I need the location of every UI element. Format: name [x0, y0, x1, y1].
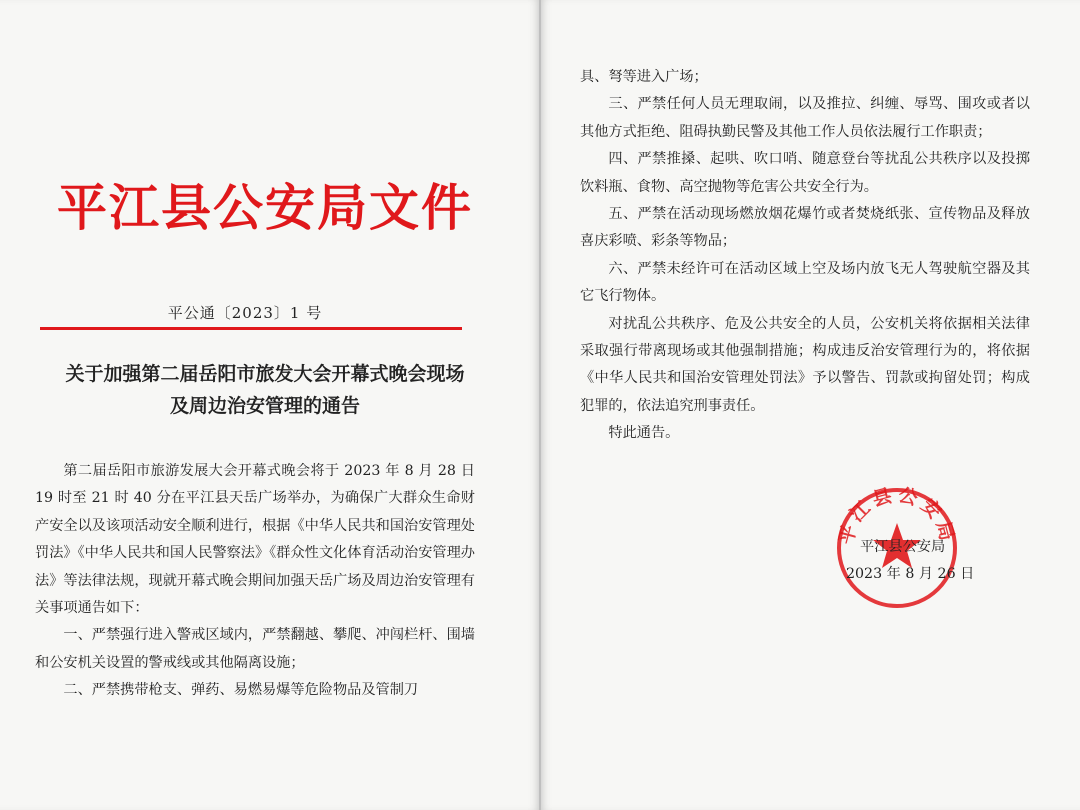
signature-block	[846, 534, 974, 588]
body-paragraph: 六、严禁未经许可在活动区域上空及场内放飞无人驾驶航空器及其它飞行物体。	[580, 260, 1030, 305]
document-header-title: 平江县公安局文件	[57, 178, 473, 237]
left-page	[0, 0, 539, 810]
body-paragraph: 特此通告。	[608, 425, 680, 442]
body-paragraph: 第二届岳阳市旅游发展大会开幕式晚会将于 2023 年 8 月 28 日 19 时至 21 时 40 分在平江县天岳广场举办，为确保广大群众生命财产安全以及该项活动安全顺利进行，根据《中华人民共和国治安管理处罚法》《中华人民共和国人民警察法》《群众性文化体育活动治安管理办法》等法律法规，现就开幕式晚会期间加强天岳广场及周边治安管理有关事项通告如下：	[35, 463, 475, 617]
body-paragraph: 五、严禁在活动现场燃放烟花爆竹或者焚烧纸张、宣传物品及释放喜庆彩喷、彩条等物品；	[580, 206, 1030, 250]
signature-issuer: 平江县公安局	[860, 539, 946, 555]
body-paragraph: 四、严禁推搡、起哄、吹口哨、随意登台等扰乱公共秩序以及投掷饮料瓶、食物、高空抛物等危害公共安全行为。	[580, 151, 1030, 195]
signature-date: 2023 年 8 月 26 日	[846, 566, 975, 582]
svg-text:平江县公安局: 平江县公安局	[835, 483, 959, 547]
right-body-text	[580, 64, 1030, 448]
body-paragraph: 三、严禁任何人员无理取闹，以及推拉、纠缠、辱骂、围攻或者以其他方式拒绝、阻碍执勤民警及其他工作人员依法履行工作职责；	[580, 96, 1030, 140]
notice-title	[40, 358, 490, 422]
notice-title-line2: 及周边治安管理的通告	[169, 395, 360, 417]
document-number: 平公通〔2023〕1 号	[167, 304, 323, 322]
left-body-text	[35, 458, 475, 705]
notice-title-line1: 关于加强第二届岳阳市旅发大会开幕式晚会现场	[65, 363, 465, 385]
body-paragraph-continuation: 具、弩等进入广场；	[580, 69, 708, 85]
body-paragraph: 对扰乱公共秩序、危及公共安全的人员，公安机关将依据相关法律采取强行带离现场或其他强制措施；构成违反治安管理行为的，将依据《中华人民共和国治安管理处罚法》予以警告、罚款或拘留处罚；构成犯罪的，依法追究刑事责任。	[580, 315, 1030, 414]
body-paragraph: 一、严禁强行进入警戒区域内，严禁翻越、攀爬、冲闯栏杆、围墙和公安机关设置的警戒线或其他隔离设施；	[35, 627, 475, 671]
body-paragraph: 二、严禁携带枪支、弹药、易燃易爆等危险物品及管制刀	[63, 682, 419, 699]
red-divider-line	[40, 327, 462, 330]
